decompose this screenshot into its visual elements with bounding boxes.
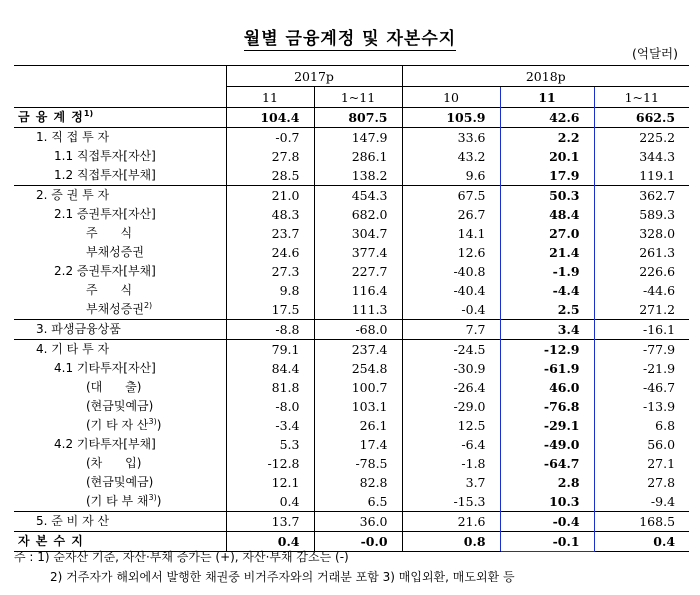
cell-value: 27.1: [594, 454, 689, 473]
cell-value: 662.5: [594, 108, 689, 128]
table-row: [14, 435, 689, 454]
table-row: [14, 243, 689, 262]
cell-value: -16.1: [594, 320, 689, 340]
cell-value: 2.2: [500, 128, 594, 148]
cell-value: 12.5: [402, 416, 500, 435]
col-header-highlighted: 11: [500, 87, 594, 108]
row-label: 금 융 계 정$^{1)}$: [14, 108, 226, 128]
cell-value: 17.5: [226, 300, 314, 320]
cell-value: 119.1: [594, 166, 689, 186]
row-label: 5. 준 비 자 산: [14, 512, 226, 532]
cell-value: 26.1: [314, 416, 402, 435]
cell-value: -26.4: [402, 378, 500, 397]
table-row: [14, 359, 689, 378]
row-label: 2.2 증권투자[부채]: [54, 264, 156, 278]
header-blank-2: [14, 87, 226, 108]
cell-value: 0.4: [594, 532, 689, 552]
cell-value: 2.5: [500, 300, 594, 320]
cell-value: 27.0: [500, 224, 594, 243]
cell-value: -0.4: [402, 300, 500, 320]
cell-value: 21.6: [402, 512, 500, 532]
cell-value: 237.4: [314, 340, 402, 360]
row-label: 1. 직 접 투 자: [14, 128, 226, 148]
table-row: [14, 186, 689, 206]
row-label: (대 출): [86, 380, 142, 394]
footnote-1: 주 : 1) 순자산 기준, 자산·부채 증가는 (+), 자산·부채 감소는 (-): [14, 550, 349, 564]
cell-value: -12.8: [226, 454, 314, 473]
col-header: 11: [226, 87, 314, 108]
cell-value: 304.7: [314, 224, 402, 243]
cell-value: 17.9: [500, 166, 594, 186]
table-row: [14, 281, 689, 300]
cell-value: 6.8: [594, 416, 689, 435]
cell-value: -44.6: [594, 281, 689, 300]
cell-value: -13.9: [594, 397, 689, 416]
cell-value: -29.0: [402, 397, 500, 416]
cell-value: -8.8: [226, 320, 314, 340]
financial-account-table: [14, 65, 689, 552]
unit-label: (억달러): [632, 46, 678, 61]
cell-value: 100.7: [314, 378, 402, 397]
row-label: 부채성증권: [86, 245, 144, 259]
cell-value: -40.4: [402, 281, 500, 300]
cell-value: 42.6: [500, 108, 594, 128]
cell-value: -3.4: [226, 416, 314, 435]
row-label: (현금및예금): [86, 399, 154, 413]
col-header: 1~11: [594, 87, 689, 108]
cell-value: -0.1: [500, 532, 594, 552]
footnote-2: 2) 거주자가 해외에서 발행한 채권중 비거주자와의 거래분 포함 3) 매입외환, 매도외환 등: [50, 570, 515, 584]
cell-value: 27.3: [226, 262, 314, 281]
cell-value: -0.4: [500, 512, 594, 532]
table-body: [14, 108, 689, 552]
cell-value: 67.5: [402, 186, 500, 206]
cell-value: 82.8: [314, 473, 402, 492]
cell-value: 147.9: [314, 128, 402, 148]
cell-value: 17.4: [314, 435, 402, 454]
row-label: (차 입): [86, 456, 142, 470]
cell-value: -8.0: [226, 397, 314, 416]
cell-value: 138.2: [314, 166, 402, 186]
cell-value: 81.8: [226, 378, 314, 397]
footnotes: [14, 547, 515, 587]
table-row: [14, 128, 689, 148]
table-row: [14, 340, 689, 360]
cell-value: -49.0: [500, 435, 594, 454]
cell-value: -46.7: [594, 378, 689, 397]
table-row: [14, 492, 689, 512]
cell-value: 12.6: [402, 243, 500, 262]
cell-value: -64.7: [500, 454, 594, 473]
table-row: [14, 397, 689, 416]
cell-value: -30.9: [402, 359, 500, 378]
cell-value: -24.5: [402, 340, 500, 360]
cell-value: 168.5: [594, 512, 689, 532]
cell-value: -76.8: [500, 397, 594, 416]
cell-value: 286.1: [314, 147, 402, 166]
cell-value: 10.3: [500, 492, 594, 512]
cell-value: 104.4: [226, 108, 314, 128]
cell-value: 362.7: [594, 186, 689, 206]
cell-value: 27.8: [226, 147, 314, 166]
cell-value: 5.3: [226, 435, 314, 454]
row-label: 3. 파생금융상품: [14, 320, 226, 340]
table-row: [14, 108, 689, 128]
table-row: [14, 147, 689, 166]
table-row: [14, 416, 689, 435]
cell-value: -0.0: [314, 532, 402, 552]
cell-value: 13.7: [226, 512, 314, 532]
row-label: 4.1 기타투자[자산]: [54, 361, 156, 375]
row-label: 주 식: [86, 283, 133, 297]
cell-value: -12.9: [500, 340, 594, 360]
cell-value: 328.0: [594, 224, 689, 243]
cell-value: 28.5: [226, 166, 314, 186]
cell-value: 12.1: [226, 473, 314, 492]
table-row: [14, 473, 689, 492]
table-row: [14, 378, 689, 397]
cell-value: 103.1: [314, 397, 402, 416]
cell-value: 50.3: [500, 186, 594, 206]
row-label: 1.1 직접투자[자산]: [54, 149, 156, 163]
cell-value: 254.8: [314, 359, 402, 378]
table-row: [14, 454, 689, 473]
cell-value: -40.8: [402, 262, 500, 281]
row-label: 자 본 수 지: [14, 532, 226, 552]
cell-value: 26.7: [402, 205, 500, 224]
cell-value: 24.6: [226, 243, 314, 262]
cell-value: 105.9: [402, 108, 500, 128]
cell-value: 0.8: [402, 532, 500, 552]
cell-value: 589.3: [594, 205, 689, 224]
cell-value: 0.4: [226, 492, 314, 512]
cell-value: -68.0: [314, 320, 402, 340]
cell-value: -1.8: [402, 454, 500, 473]
cell-value: 227.7: [314, 262, 402, 281]
cell-value: 27.8: [594, 473, 689, 492]
cell-value: 0.4: [226, 532, 314, 552]
cell-value: -29.1: [500, 416, 594, 435]
table-row: [14, 320, 689, 340]
cell-value: -21.9: [594, 359, 689, 378]
table-row: [14, 205, 689, 224]
row-label: 4.2 기타투자[부채]: [54, 437, 156, 451]
cell-value: 46.0: [500, 378, 594, 397]
cell-value: 21.0: [226, 186, 314, 206]
cell-value: 807.5: [314, 108, 402, 128]
cell-value: 9.8: [226, 281, 314, 300]
cell-value: 21.4: [500, 243, 594, 262]
col-header: 10: [402, 87, 500, 108]
cell-value: 9.6: [402, 166, 500, 186]
cell-value: -78.5: [314, 454, 402, 473]
cell-value: 79.1: [226, 340, 314, 360]
cell-value: 2.8: [500, 473, 594, 492]
cell-value: 56.0: [594, 435, 689, 454]
row-label: 부채성증권$^{2)}$: [86, 301, 153, 316]
cell-value: 3.4: [500, 320, 594, 340]
cell-value: 33.6: [402, 128, 500, 148]
page-title: 월별 금융계정 및 자본수지: [243, 29, 457, 49]
cell-value: 14.1: [402, 224, 500, 243]
cell-value: 261.3: [594, 243, 689, 262]
cell-value: 20.1: [500, 147, 594, 166]
row-label: 4. 기 타 투 자: [14, 340, 226, 360]
row-label: (기 타 자 산$^{3)}$): [86, 417, 162, 432]
cell-value: 84.4: [226, 359, 314, 378]
table-row: [14, 224, 689, 243]
table-row: [14, 262, 689, 281]
cell-value: 116.4: [314, 281, 402, 300]
cell-value: -9.4: [594, 492, 689, 512]
row-label: 2.1 증권투자[자산]: [54, 207, 156, 221]
cell-value: -4.4: [500, 281, 594, 300]
row-label: (기 타 부 채$^{3)}$): [86, 493, 162, 508]
row-label: 주 식: [86, 226, 133, 240]
cell-value: 454.3: [314, 186, 402, 206]
cell-value: 377.4: [314, 243, 402, 262]
cell-value: 6.5: [314, 492, 402, 512]
cell-value: 23.7: [226, 224, 314, 243]
cell-value: -6.4: [402, 435, 500, 454]
row-label: 1.2 직접투자[부채]: [54, 168, 156, 182]
table-row: [14, 300, 689, 320]
col-header: 1~11: [314, 87, 402, 108]
cell-value: 682.0: [314, 205, 402, 224]
header-group-2018: 2018p: [402, 66, 689, 87]
cell-value: 226.6: [594, 262, 689, 281]
cell-value: 48.3: [226, 205, 314, 224]
cell-value: 111.3: [314, 300, 402, 320]
header-blank: [14, 66, 226, 87]
row-label: 2. 증 권 투 자: [14, 186, 226, 206]
cell-value: 344.3: [594, 147, 689, 166]
cell-value: 225.2: [594, 128, 689, 148]
cell-value: -1.9: [500, 262, 594, 281]
cell-value: -77.9: [594, 340, 689, 360]
header-group-2017: 2017p: [226, 66, 402, 87]
cell-value: 271.2: [594, 300, 689, 320]
cell-value: 3.7: [402, 473, 500, 492]
cell-value: -15.3: [402, 492, 500, 512]
cell-value: 48.4: [500, 205, 594, 224]
cell-value: 43.2: [402, 147, 500, 166]
row-label: (현금및예금): [86, 475, 154, 489]
table-row: [14, 166, 689, 186]
table-row: [14, 512, 689, 532]
cell-value: -61.9: [500, 359, 594, 378]
cell-value: -0.7: [226, 128, 314, 148]
cell-value: 36.0: [314, 512, 402, 532]
cell-value: 7.7: [402, 320, 500, 340]
